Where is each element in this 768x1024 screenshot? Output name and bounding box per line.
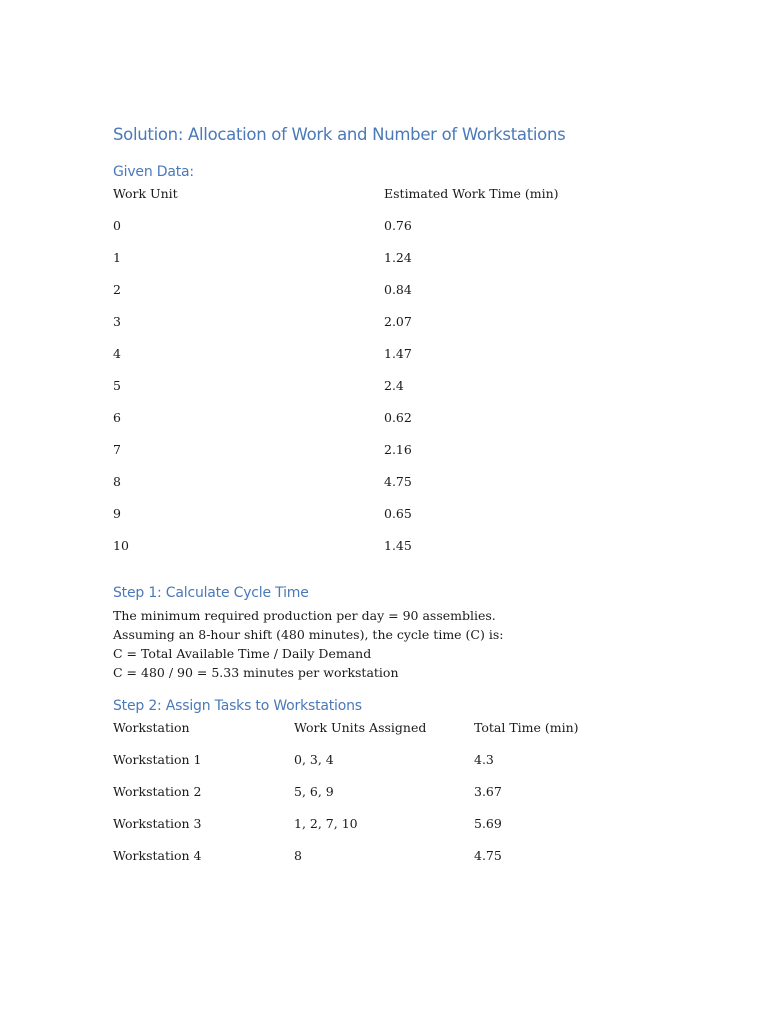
total-time-cell: 3.67 bbox=[474, 784, 502, 799]
work-unit-cell: 5 bbox=[113, 378, 121, 393]
total-time-cell: 4.3 bbox=[474, 752, 494, 767]
document-title: Solution: Allocation of Work and Number of Workstations bbox=[113, 125, 566, 144]
workstation-cell: Workstation 4 bbox=[113, 848, 202, 863]
work-time-cell: 0.65 bbox=[384, 506, 412, 521]
header-total-time: Total Time (min) bbox=[474, 720, 579, 735]
work-unit-cell: 7 bbox=[113, 442, 121, 457]
workstation-cell: Workstation 2 bbox=[113, 784, 202, 799]
work-unit-cell: 4 bbox=[113, 346, 121, 361]
step1-line: Assuming an 8-hour shift (480 minutes), the cycle time (C) is: bbox=[113, 627, 504, 642]
step1-heading: Step 1: Calculate Cycle Time bbox=[113, 585, 309, 601]
work-unit-cell: 3 bbox=[113, 314, 121, 329]
header-work-time: Estimated Work Time (min) bbox=[384, 186, 559, 201]
total-time-cell: 5.69 bbox=[474, 816, 502, 831]
work-time-cell: 4.75 bbox=[384, 474, 412, 489]
work-unit-cell: 10 bbox=[113, 538, 129, 553]
step1-line: The minimum required production per day = 90 assemblies. bbox=[113, 608, 496, 623]
work-unit-cell: 2 bbox=[113, 282, 121, 297]
work-time-cell: 1.45 bbox=[384, 538, 412, 553]
step1-line: C = 480 / 90 = 5.33 minutes per workstation bbox=[113, 665, 399, 680]
workstation-cell: Workstation 3 bbox=[113, 816, 202, 831]
assigned-units-cell: 5, 6, 9 bbox=[294, 784, 334, 799]
assigned-units-cell: 8 bbox=[294, 848, 302, 863]
work-unit-cell: 1 bbox=[113, 250, 121, 265]
assigned-units-cell: 1, 2, 7, 10 bbox=[294, 816, 358, 831]
header-workstation: Workstation bbox=[113, 720, 190, 735]
work-unit-cell: 0 bbox=[113, 218, 121, 233]
header-work-units-assigned: Work Units Assigned bbox=[294, 720, 427, 735]
step1-paragraph bbox=[113, 606, 503, 682]
given-data-heading: Given Data: bbox=[113, 164, 194, 180]
header-work-unit: Work Unit bbox=[113, 186, 178, 201]
work-time-cell: 1.47 bbox=[384, 346, 412, 361]
work-time-cell: 1.24 bbox=[384, 250, 412, 265]
total-time-cell: 4.75 bbox=[474, 848, 502, 863]
work-time-cell: 2.16 bbox=[384, 442, 412, 457]
work-unit-cell: 6 bbox=[113, 410, 121, 425]
work-time-cell: 0.62 bbox=[384, 410, 412, 425]
work-unit-cell: 8 bbox=[113, 474, 121, 489]
step2-heading: Step 2: Assign Tasks to Workstations bbox=[113, 698, 362, 714]
assigned-units-cell: 0, 3, 4 bbox=[294, 752, 334, 767]
workstation-cell: Workstation 1 bbox=[113, 752, 202, 767]
work-time-cell: 2.4 bbox=[384, 378, 404, 393]
step1-line: C = Total Available Time / Daily Demand bbox=[113, 646, 372, 661]
work-time-cell: 0.76 bbox=[384, 218, 412, 233]
work-time-cell: 2.07 bbox=[384, 314, 412, 329]
work-unit-cell: 9 bbox=[113, 506, 121, 521]
work-time-cell: 0.84 bbox=[384, 282, 412, 297]
